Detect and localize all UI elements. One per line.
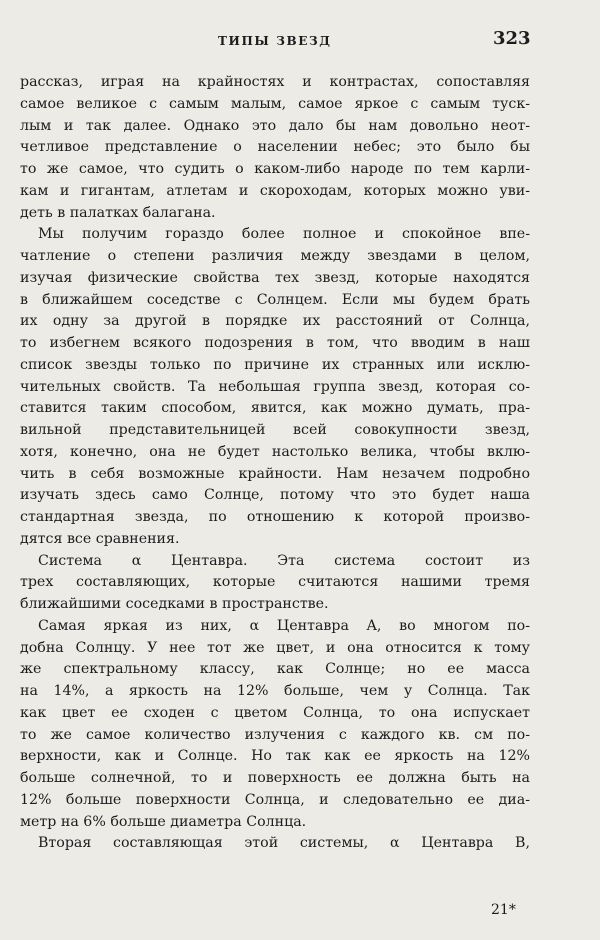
text-line: верхности, как и Солнце. Но так как ее яркость на 12% (20, 748, 530, 765)
text-line: четливое представление о населении небес; это было бы (20, 139, 530, 156)
text-line: рассказ, играя на крайностях и контрастах, сопоставляя (20, 74, 530, 90)
text-line: Самая яркая из них, α Центавра A, во многом по- (38, 617, 530, 634)
text-line: дятся все сравнения. (20, 530, 180, 547)
text-line: самое великое с самым малым, самое яркое с самым туск- (20, 95, 530, 112)
text-line: деть в палатках балагана. (20, 204, 216, 221)
text-line: 12% больше поверхности Солнца, и следовательно ее диа- (20, 791, 530, 808)
text-line: больше солнечной, то и поверхность ее должна быть на (20, 770, 530, 786)
text-line: их одну за другой в порядке их расстояний от Солнца, (20, 313, 530, 330)
text-line: ставится таким способом, явится, как можно думать, пра- (20, 400, 530, 417)
text-line: лым и так далее. Однако это дало бы нам довольно неот- (20, 117, 530, 134)
text-line: хотя, конечно, она не будет настолько велика, чтобы вклю- (20, 443, 530, 460)
text-line: чить в себя возможные крайности. Нам незачем подробно (20, 465, 530, 482)
text-line: список звезды только по причине их странных или исклю- (20, 356, 530, 373)
text-line: вильной представительницей всей совокупности звезд, (20, 422, 530, 438)
text-line: Мы получим гораздо более полное и спокойное впе- (38, 226, 530, 243)
printer-signature: 21* (491, 902, 516, 918)
text-line: кам и гигантам, атлетам и скороходам, которых можно уви- (20, 182, 530, 199)
text-line: на 14%, а яркость на 12% больше, чем у Солнца. Так (20, 683, 530, 699)
text-line: ближайшими соседками в пространстве. (20, 596, 329, 612)
text-line: чительных свойств. Та небольшая группа звезд, которая со- (20, 378, 530, 395)
text-line: Вторая составляющая этой системы, α Центавра B, (38, 835, 530, 852)
text-line: в ближайшем соседстве с Солнцем. Если мы будем брать (20, 291, 530, 308)
text-line: то избегнем всякого подозрения в том, что вводим в наш (20, 335, 530, 351)
text-line: трех составляющих, которые считаются нашими тремя (20, 574, 530, 591)
text-line: изучая физические свойства тех звезд, которые находятся (20, 269, 530, 286)
text-line: изучать здесь само Солнце, потому что это будет наша (20, 487, 530, 504)
text-line: то же самое, что судить о каком-либо народе по тем карли- (20, 161, 530, 177)
text-line: же спектральному классу, как Солнце; но ее масса (20, 661, 530, 678)
page-header (0, 26, 600, 52)
running-title: ТИПЫ ЗВЕЗД (218, 34, 332, 48)
text-line: чатление о степени различия между звездами в целом, (20, 248, 530, 264)
page-body (20, 72, 530, 855)
text-line: как цвет ее сходен с цветом Солнца, то она испускает (20, 704, 530, 721)
section-heading-line: Система α Центавра. Эта система состоит из (38, 552, 530, 569)
text-line: то же самое количество излучения с каждого кв. см по- (20, 726, 530, 743)
text-line: метр на 6% больше диаметра Солнца. (20, 813, 307, 830)
text-line: стандартная звезда, по отношению к которой произво- (20, 509, 530, 525)
page-number: 323 (493, 28, 531, 49)
text-line: добна Солнцу. У нее тот же цвет, и она относится к тому (20, 639, 530, 656)
